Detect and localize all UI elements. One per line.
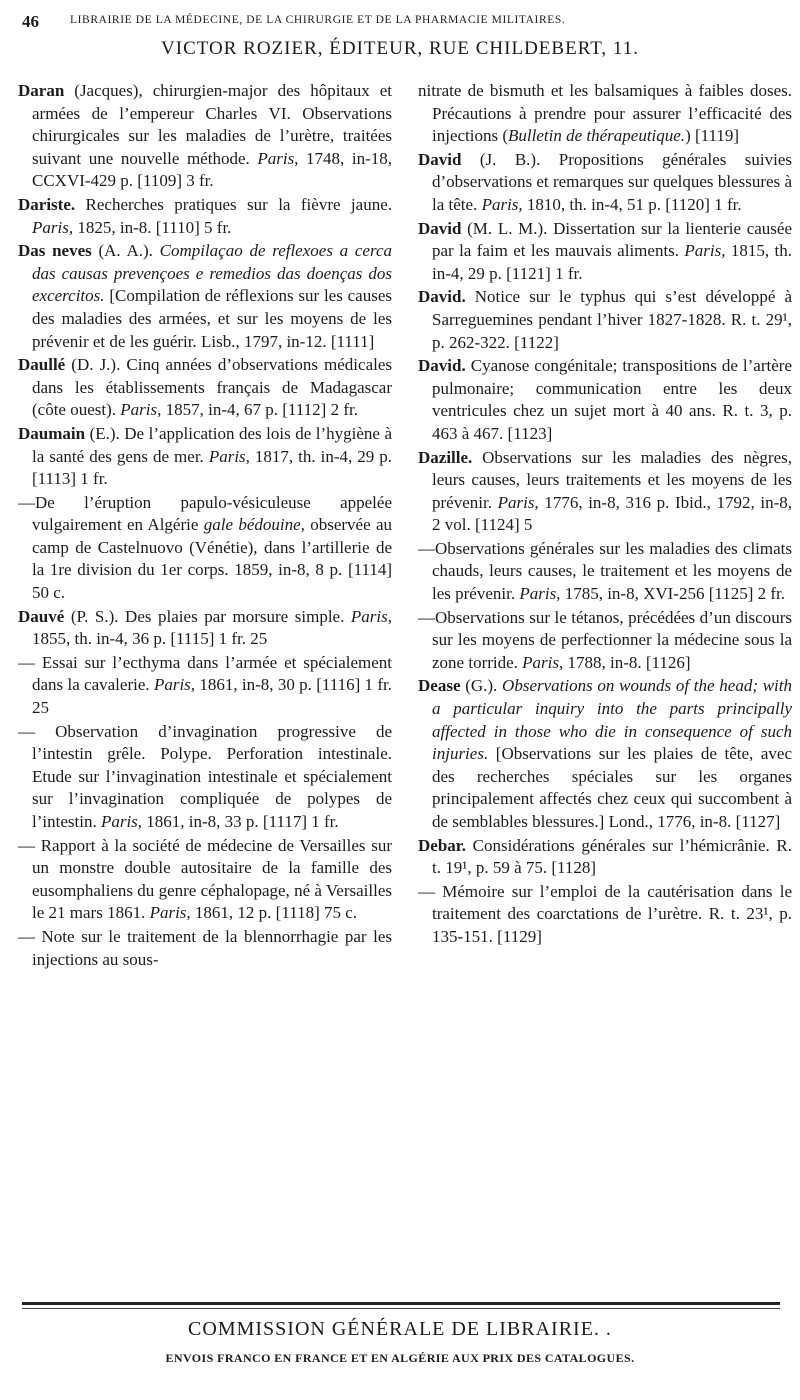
entry-title-italic: Paris, (350, 606, 392, 626)
entry-title-italic: Bulletin de thérapeutique. (508, 126, 686, 146)
entry-text: (A. A.). (91, 241, 160, 261)
catalogue-entry (18, 240, 392, 353)
entry-title-italic: Paris, (153, 675, 196, 695)
entry-details: 1785, in-8, XVI-256 [1125] 2 fr. (560, 584, 786, 604)
entry-text: — Rapport à la société de médecine de Versailles sur un monstre double autositaire de la famille des eusomphaliens du genre céphalopage, né à Versailles le 21 mars 1861. (18, 835, 392, 923)
left-column (18, 80, 392, 1295)
entry-title-italic: Paris, (257, 148, 299, 168)
entry-author: David. (418, 356, 466, 376)
catalogue-entry (418, 607, 792, 675)
entry-title-italic: Paris, (684, 241, 726, 261)
right-column (418, 80, 792, 1295)
entry-details: 1810, th. in-4, 51 p. [1120] 1 fr. (522, 194, 742, 214)
entry-text: — Mémoire sur l’emploi de la cautérisation dans le traitement des coarctations de l’urètre. R. t. 23¹, p. 135-151. [1129] (418, 881, 792, 946)
catalogue-entry (418, 218, 792, 286)
entry-text: (M. L. M.). Dissertation sur la lienterie causée par la faim et les mauvais aliments. (432, 218, 792, 261)
entry-title-italic: Paris, (32, 217, 74, 237)
entry-text: — Note sur le traitement de la blennorrhagie par les injections au sous- (18, 926, 392, 969)
entry-details: 1817, th. in-4, 29 p. [1113] 1 fr. (32, 446, 392, 489)
entry-text: Considérations générales sur l’hémicrânie. R. t. 19¹, p. 59 à 75. [1128] (432, 835, 792, 878)
catalogue-entry (418, 538, 792, 606)
entry-details: [Compilation de réflexions sur les causes des maladies des armées, et sur les moyens de les prévenir et de les guérir. Lisb., 1797, in-12. [1111] (32, 286, 392, 351)
entry-author: David (418, 149, 462, 169)
entry-details: 1861, in-8, 30 p. [1116] 1 fr. 25 (32, 675, 392, 718)
entry-title-italic: Paris, (208, 446, 250, 466)
catalogue-entry (418, 447, 792, 537)
entry-text: — Observation d’invagination progressive de l’intestin grêle. Polype. Perforation intestinale. Etude sur l’invagination intestinale et spécialement sur l’invagination compliquée de polypes de l’intestin. (18, 721, 392, 831)
entry-details: 1855, th. in-4, 36 p. [1115] 1 fr. 25 (32, 629, 268, 649)
entry-text: (G.). (460, 676, 503, 696)
catalogue-entry (18, 835, 392, 925)
entry-title-italic: gale bédouine, (203, 515, 305, 535)
entry-text: Observations sur les maladies des nègres, leurs causes, leurs traitements et les moyens de les prévenir. (432, 447, 792, 512)
entry-author: Dease (418, 676, 461, 696)
entry-text: (P. S.). Des plaies par morsure simple. (64, 606, 351, 626)
catalogue-entry (418, 835, 792, 880)
envois-line: ENVOIS FRANCO EN FRANCE ET EN ALGÉRIE AUX PRIX DES CATALOGUES. (165, 1351, 635, 1365)
entry-title-italic: Paris, (497, 492, 539, 512)
entry-author: Daullé (18, 355, 66, 375)
entry-author: Dauvé (18, 606, 65, 626)
footer-rule-light (22, 1308, 780, 1309)
entry-title-italic: Paris, (149, 903, 191, 923)
entry-text: (E.). De l’application des lois de l’hygiène à la santé des gens de mer. (32, 423, 392, 466)
catalogue-entry (418, 355, 792, 445)
entry-text: —Observations générales sur les maladies des climats chauds, leurs causes, le traitement et les moyens de les prévenir. (418, 538, 792, 604)
catalogue-entry (18, 606, 392, 651)
entry-text: Recherches pratiques sur la fièvre jaune. (75, 194, 392, 214)
catalogue-entry (18, 80, 392, 193)
catalogue-entry (18, 721, 392, 834)
running-head: LIBRAIRIE DE LA MÉDECINE, DE LA CHIRURGIE ET DE LA PHARMACIE MILITAIRES. (70, 14, 566, 26)
entry-text: Notice sur le typhus qui s’est développé à Sarreguemines pendant l’hiver 1827-1828. R. t. 29¹, p. 262-322. [1122] (432, 287, 792, 352)
entry-text: —De l’éruption papulo-vésiculeuse appelée vulgairement en Algérie (18, 492, 392, 535)
entry-details: 1857, in-4, 67 p. [1112] 2 fr. (161, 400, 358, 420)
entry-title-italic: Paris, (481, 194, 523, 214)
catalogue-entry (18, 354, 392, 422)
catalogue-entry (418, 80, 792, 148)
entry-details: observée au camp de Castelnuovo (Vénétie), dans l’artillerie de la 1re division du 1er corps. 1859, in-8, 8 p. [1114] 50 c. (32, 515, 392, 603)
catalogue-entry (418, 881, 792, 949)
entry-details: 1861, 12 p. [1118] 75 c. (190, 903, 358, 923)
catalogue-entry (18, 492, 392, 605)
entry-author: Daran (18, 81, 65, 100)
entry-author: David. (418, 287, 466, 307)
entry-text: (Jacques), chirurgien-major des hôpitaux et armées de l’empereur Charles VI. Observations chirurgicales sur les maladies de l’urètre, traitées suivant une nouvelle méthode. (32, 81, 392, 168)
entry-author: Dariste. (18, 194, 76, 214)
entry-title-italic: Paris, (522, 652, 564, 672)
entry-text: Cyanose congénitale; transpositions de l’artère pulmonaire; communication entre les deux ventricules chez un sujet mort à 40 ans. R. t. 3, p. 463 à 467. [1123] (432, 356, 792, 443)
entry-title-italic: Paris, (120, 400, 162, 420)
entry-title-italic: Observations on wounds of the head; with a particular inquiry into the parts principally affected in those who die in consequence of such injuries. (432, 676, 792, 764)
catalogue-entry (18, 423, 392, 491)
entry-author: Dazille. (418, 447, 473, 467)
entry-author: David (418, 218, 462, 238)
entry-author: Debar. (418, 835, 467, 855)
entry-text: (D. J.). Cinq années d’observations médicales dans les établissements français de Madagascar (côte ouest). (32, 355, 392, 420)
entry-details: 1748, in-18, CCXVI-429 p. [1109] 3 fr. (32, 148, 392, 191)
entry-title-italic: Paris, (100, 812, 143, 831)
entry-details: 1815, th. in-4, 29 p. [1121] 1 fr. (432, 241, 792, 283)
entry-title-italic: Paris, (519, 584, 561, 604)
publisher-line: VICTOR ROZIER, ÉDITEUR, RUE CHILDEBERT, 11. (161, 38, 639, 59)
entry-columns (18, 80, 800, 1295)
catalogue-entry (418, 286, 792, 354)
entry-details: 1861, in-8, 33 p. [1117] 1 fr. (142, 812, 339, 831)
entry-title-italic: Compilaçao de reflexoes a cerca das causas prevençoes e remedios das doenças dos excercitos. (32, 241, 392, 306)
catalogue-entry (18, 194, 392, 239)
footer-rule-heavy (22, 1302, 780, 1305)
entry-author: Das neves (18, 241, 92, 261)
entry-author: Daumain (18, 423, 86, 443)
entry-text: nitrate de bismuth et les balsamiques à faibles doses. Précautions à prendre pour assurer l’efficacité des injections ( (418, 81, 792, 146)
entry-text: (J. B.). Propositions générales suivies d’observations et remarques sur quelques blessures à la tête. (432, 149, 792, 214)
entry-details: 1788, in-8. [1126] (563, 652, 691, 672)
entry-details: [Observations sur les plaies de tête, avec des recherches spéciales sur les organes principalement affectés chez ceux qui succombent à de semblables blessures.] Lond., 1776, in-8. [1127] (432, 744, 792, 831)
entry-text: — Essai sur l’ecthyma dans l’armée et spécialement dans la cavalerie. (18, 652, 392, 695)
entry-details: 1776, in-8, 316 p. Ibid., 1792, in-8, 2 vol. [1124] 5 (432, 492, 792, 535)
commission-line: COMMISSION GÉNÉRALE DE LIBRAIRIE. . (188, 1318, 612, 1340)
entry-details: 1825, in-8. [1110] 5 fr. (73, 217, 232, 237)
catalogue-entry (418, 149, 792, 217)
catalogue-entry (18, 926, 392, 971)
entry-text: —Observations sur le tétanos, précédées d’un discours sur les moyens de perfectionner la médecine sous la zone torride. (418, 607, 792, 672)
catalogue-entry (18, 652, 392, 720)
catalogue-entry (418, 675, 792, 833)
page-number: 46 (22, 12, 39, 31)
entry-details: ) [1119] (685, 126, 740, 146)
